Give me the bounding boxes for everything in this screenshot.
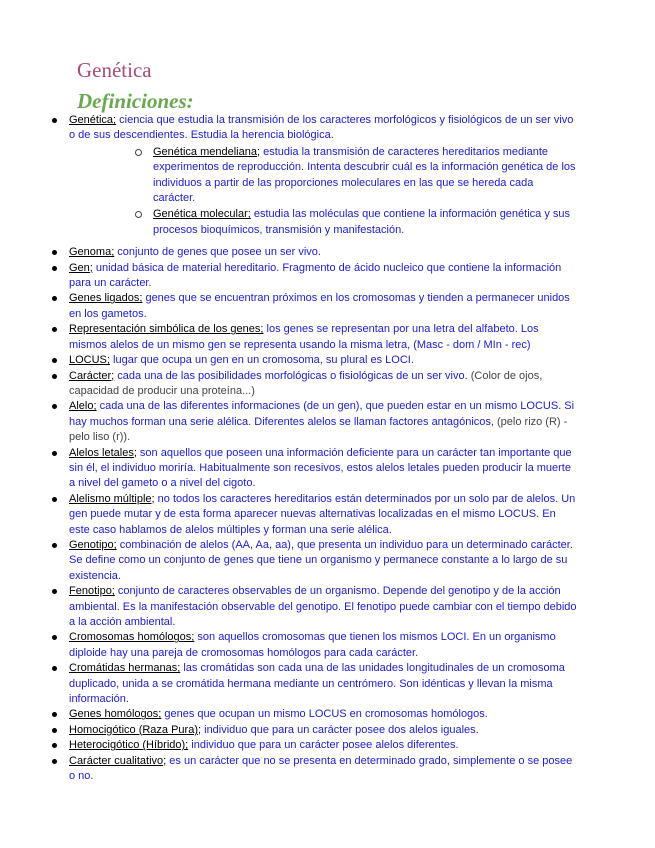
- list-item: [0, 113, 655, 238]
- definition-text: cada una de las diferentes informaciones (de un gen), que pueden estar en un mismo LOCUS. Si hay muchos forman una serie alélica. Diferentes alelos se llaman factores antagónicos,: [69, 400, 575, 428]
- definition-text: no todos los caracteres hereditarios están determinados por un solo par de alelos. Un gen puede mutar y de esta forma aparecer nuevas alternativas localizadas en el mismo LOCUS. En este caso hablamos de alelos múltiples y forman una serie alélica.: [69, 492, 576, 536]
- definition-term: Alelo;: [69, 400, 97, 413]
- list-item: [0, 245, 655, 260]
- definition-example: (pelo rizo (R) - pelo liso (r)).: [69, 415, 568, 444]
- definition-term: Alelos letales;: [69, 446, 137, 459]
- sub-list-item: [69, 207, 577, 238]
- definition-text: conjunto de caracteres observables de un organismo. Depende del genotipo y de la acción ambiental. Es la manifestación observable del genotipo. El fenotipo puede cambiar con el tiempo debido a la acción ambiental.: [69, 585, 577, 628]
- page-title: Genética: [77, 58, 152, 82]
- definition-text: ciencia que estudia la transmisión de los caracteres morfológicos y fisiológicos de un ser vivo o de sus descendientes. Estudia la herencia biológica.: [69, 114, 574, 142]
- list-item: [0, 754, 655, 785]
- sub-definitions-list: [69, 145, 577, 238]
- list-item: [0, 291, 655, 322]
- definition-term: Cromosomas homólogos;: [69, 631, 195, 644]
- definition-term: Genética mendeliana;: [153, 145, 261, 158]
- definition-text: combinación de alelos (AA, Aa, aa), que presenta un individuo para un determinado carácter. Se define como un conjunto de genes que tiene un organismo y permanece constante a lo largo de su existencia.: [69, 538, 573, 582]
- definition-term: Carácter cualitativo;: [69, 754, 167, 767]
- definition-term: Carácter;: [69, 369, 115, 382]
- definition-term: Fenotipo;: [69, 585, 115, 598]
- definition-text: lugar que ocupa un gen en un cromosoma, su plural es LOCI.: [109, 354, 414, 367]
- definition-text: estudia las moléculas que contiene la información genética y sus procesos bioquímicos, transmisión y manifestación.: [153, 208, 571, 236]
- list-item: [0, 399, 655, 445]
- definition-term: Genes homólogos;: [69, 708, 162, 721]
- definition-text: individuo que para un carácter posee dos alelos iguales.: [201, 723, 479, 736]
- list-item: [0, 446, 655, 492]
- definition-text: las cromátidas son cada una de las unidades longitudinales de un cromosoma duplicado, unida a se cromátida hermana mediante un centrómero. Son idénticas y llevan la misma información.: [69, 662, 565, 706]
- list-item: [0, 630, 655, 661]
- definitions-list: [0, 113, 655, 784]
- definition-term: Representación simbólica de los genes;: [69, 323, 264, 336]
- definition-term: Genética molecular;: [153, 208, 251, 221]
- definition-term: Genotipo;: [69, 538, 117, 551]
- list-item: [0, 322, 655, 353]
- list-item: [0, 723, 655, 738]
- list-item: [0, 261, 655, 292]
- definition-text: es un carácter que no se presenta en determinado grado, simplemente o se posee o no.: [69, 754, 573, 783]
- definition-text: son aquellos cromosomas que tienen los mismos LOCI. En un organismo diploide hay una pareja de cromosomas homólogos para cada carácter.: [69, 631, 556, 659]
- definition-term: Genoma;: [69, 246, 115, 259]
- section-heading: Definiciones:: [77, 89, 194, 113]
- definition-text: individuo que para un carácter posee alelos diferentes.: [188, 739, 459, 752]
- list-item: [0, 707, 655, 722]
- definition-term: Cromátidas hermanas;: [69, 662, 181, 675]
- list-item: [0, 738, 655, 753]
- list-item: [0, 492, 655, 538]
- definition-term: Genética;: [69, 114, 117, 126]
- list-item: [0, 353, 655, 368]
- definition-term: Gen;: [69, 261, 93, 274]
- definition-term: Homocigótico (Raza Pura);: [69, 723, 202, 736]
- definition-text: genes que se encuentran próximos en los cromosomas y tienden a permanecer unidos en los gametos.: [69, 292, 570, 320]
- definition-term: LOCUS;: [69, 354, 110, 367]
- definition-example: (Color de ojos, capacidad de producir una proteína...): [69, 369, 543, 397]
- definition-text: estudia la transmisión de caracteres hereditarios mediante experimentos de reproducción. Intenta descubrir cuál es la información genética de los individuos a partir de las proporciones moleculares en las que se hereda cada carácter.: [153, 145, 576, 205]
- definition-term: Genes ligados;: [69, 292, 143, 305]
- definition-text: genes que ocupan un mismo LOCUS en cromosomas homólogos.: [161, 708, 488, 721]
- list-item: [0, 369, 655, 400]
- definition-term: Alelismo múltiple;: [69, 492, 155, 505]
- definition-text: unidad básica de material hereditario. Fragmento de ácido nucleico que contiene la información para un carácter.: [69, 261, 562, 290]
- list-item: [0, 584, 655, 630]
- definition-text: conjunto de genes que posee un ser vivo.: [114, 246, 321, 259]
- sub-list-item: [69, 145, 577, 207]
- list-item: [0, 538, 655, 584]
- definition-text: son aquellos que poseen una información deficiente para un carácter tan importante que sin él, el individuo moriría. Habitualmente son recesivos, estos alelos letales pueden producir la muerte a nivel del gameto o a nivel del cigoto.: [69, 446, 572, 490]
- definition-text: los genes se representan por una letra del alfabeto. Los mismos alelos de un mismo gen se representa usando la misma letra, (Masc - dom / MIn - rec): [69, 323, 539, 351]
- definition-term: Heterocigótico (Híbrido);: [69, 739, 189, 752]
- definition-text: cada una de las posibilidades morfológicas o fisiológicas de un ser vivo.: [114, 369, 468, 382]
- list-item: [0, 661, 655, 707]
